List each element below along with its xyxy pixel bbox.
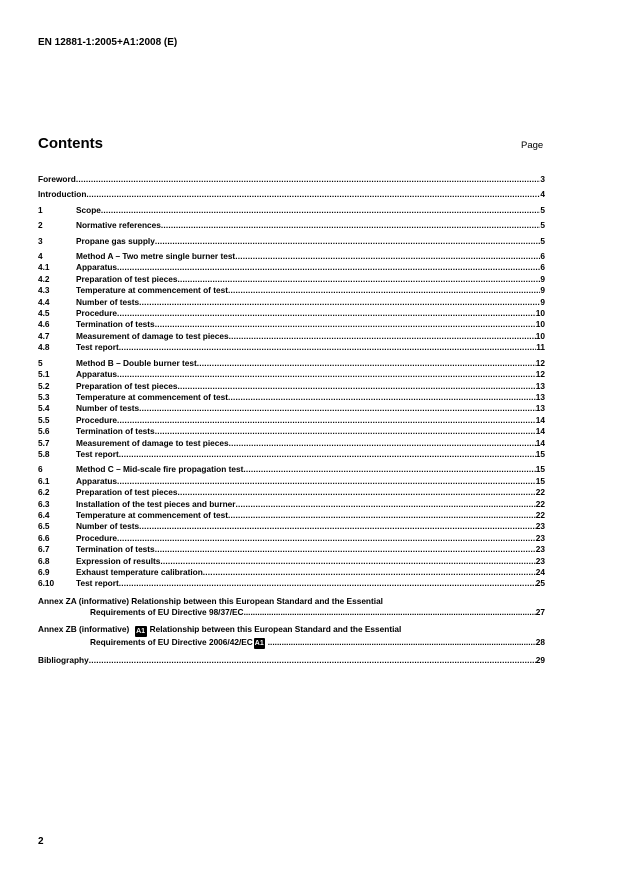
toc-entry[interactable]: 5.1 Apparatus ..... 12	[38, 369, 545, 380]
toc-entry[interactable]: 5.4 Number of tests ..... 13	[38, 403, 545, 414]
toc-entry[interactable]: 6 Method C – Mid-scale fire propagation test ..... 15	[38, 464, 545, 475]
toc-entry[interactable]: 4.6 Termination of tests ..... 10	[38, 319, 545, 330]
toc-annex-zb[interactable]: Annex ZB (informative) A1 Relationship between this European Standard and the Essential Requirements of EU Directive 2006/42/EC A1 ..... 28	[38, 624, 545, 649]
page-title: Contents	[38, 135, 103, 152]
toc-entry[interactable]: 6.9 Exhaust temperature calibration ..... 24	[38, 567, 545, 578]
toc-entry[interactable]: 5.2 Preparation of test pieces ..... 13	[38, 381, 545, 392]
toc-entry[interactable]: 6.7 Termination of tests ..... 23	[38, 544, 545, 555]
toc-entry[interactable]: Introduction ..... 4	[38, 189, 545, 200]
toc-entry[interactable]: 5.6 Termination of tests ..... 14	[38, 426, 545, 437]
toc-entry[interactable]: 6.4 Temperature at commencement of test ..... 22	[38, 510, 545, 521]
toc-entry[interactable]: 1 Scope ..... 5	[38, 205, 545, 216]
toc-entry[interactable]: 4.8 Test report ..... 11	[38, 342, 545, 353]
toc-annex-za[interactable]: Annex ZA (informative) Relationship between this European Standard and the Essential Requirements of EU Directive 98/37/EC ..... 27	[38, 596, 545, 618]
toc-entry[interactable]: 6.5 Number of tests ..... 23	[38, 521, 545, 532]
toc-entry[interactable]: 4.7 Measurement of damage to test pieces ..... 10	[38, 331, 545, 342]
toc-entry[interactable]: 5.5 Procedure ..... 14	[38, 415, 545, 426]
toc-entry[interactable]: 6.3 Installation of the test pieces and burner ..... 22	[38, 499, 545, 510]
toc-entry[interactable]: 5.8 Test report ..... 15	[38, 449, 545, 460]
toc-entry[interactable]: 4.4 Number of tests ..... 9	[38, 297, 545, 308]
amendment-start-marker-icon: A1	[136, 627, 146, 635]
toc-entry[interactable]: 2 Normative references ..... 5	[38, 220, 545, 231]
toc-entry[interactable]: 4.1 Apparatus ..... 6	[38, 262, 545, 273]
table-of-contents	[38, 174, 545, 666]
toc-entry[interactable]: 6.1 Apparatus ..... 15	[38, 476, 545, 487]
toc-entry[interactable]: 6.8 Expression of results ..... 23	[38, 556, 545, 567]
toc-entry[interactable]: 5.3 Temperature at commencement of test ..... 13	[38, 392, 545, 403]
toc-entry[interactable]: 4.5 Procedure ..... 10	[38, 308, 545, 319]
toc-entry-bibliography[interactable]: Bibliography ..... 29	[38, 655, 545, 666]
toc-entry[interactable]: 3 Propane gas supply ..... 5	[38, 236, 545, 247]
page-number: 2	[38, 836, 44, 847]
toc-entry[interactable]: 4 Method A – Two metre single burner test ..... 6	[38, 251, 545, 262]
toc-entry[interactable]: 4.2 Preparation of test pieces ..... 9	[38, 274, 545, 285]
toc-entry[interactable]: 4.3 Temperature at commencement of test ..... 9	[38, 285, 545, 296]
toc-entry[interactable]: 5.7 Measurement of damage to test pieces ..... 14	[38, 438, 545, 449]
toc-entry[interactable]: Foreword ..... 3	[38, 174, 545, 185]
amendment-end-marker-icon: A1	[254, 639, 264, 647]
toc-entry[interactable]: 6.10 Test report ..... 25	[38, 578, 545, 589]
toc-entry[interactable]: 6.6 Procedure ..... 23	[38, 533, 545, 544]
page-column-label: Page	[521, 140, 544, 151]
document-header: EN 12881-1:2005+A1:2008 (E)	[38, 37, 178, 48]
toc-entry[interactable]: 6.2 Preparation of test pieces ..... 22	[38, 487, 545, 498]
toc-entry[interactable]: 5 Method B – Double burner test ..... 12	[38, 358, 545, 369]
